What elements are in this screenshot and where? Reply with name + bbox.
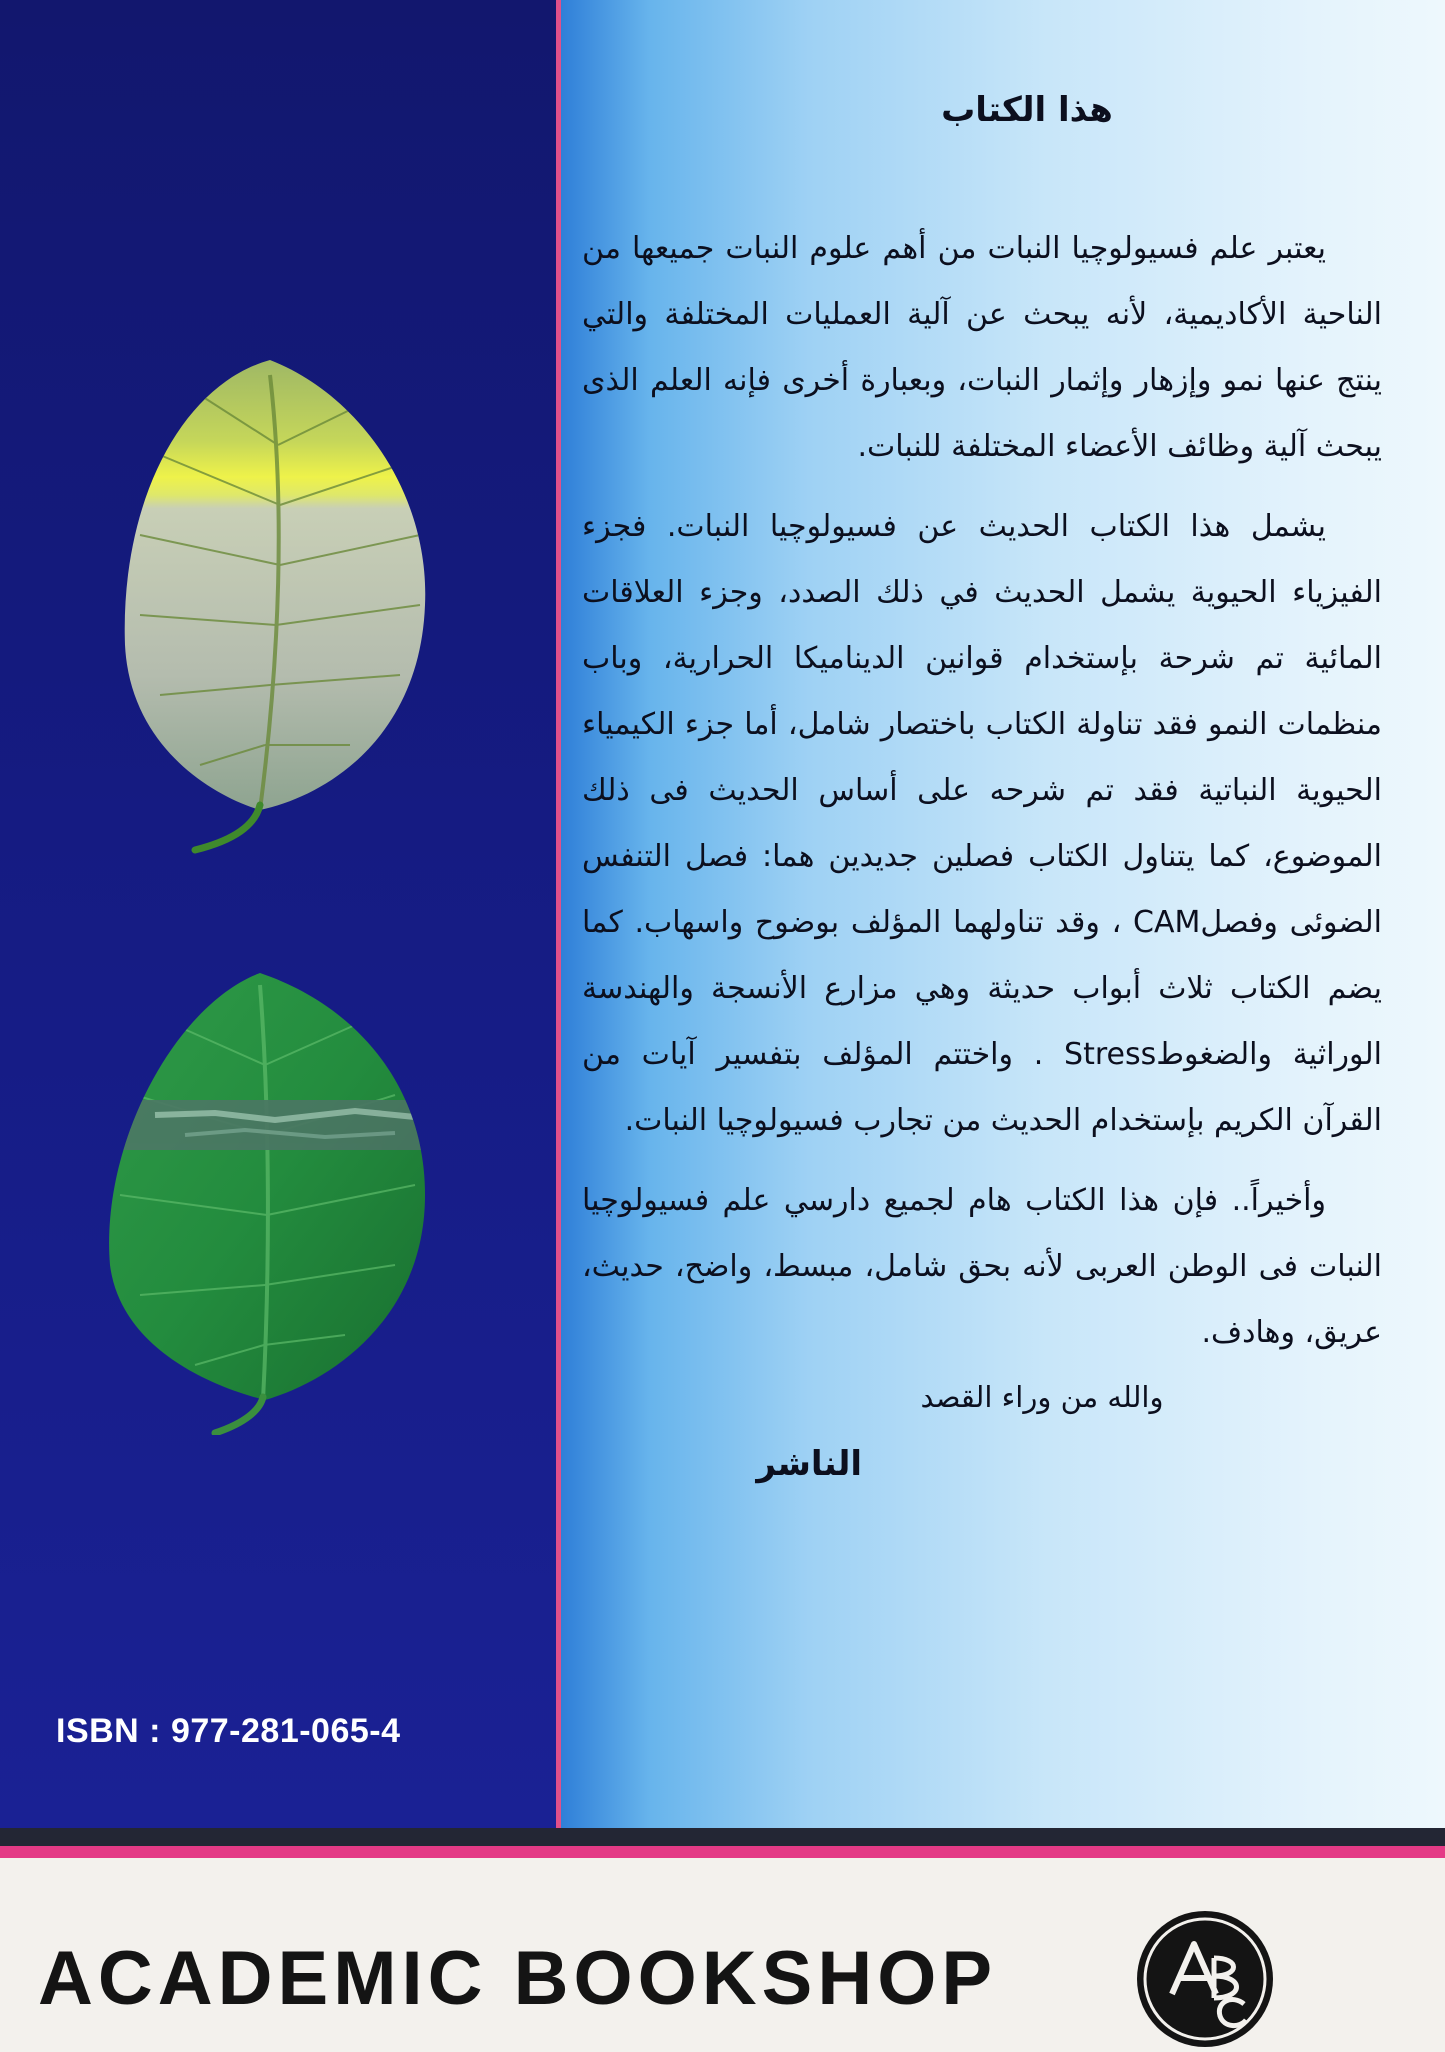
isbn-number: ISBN : 977-281-065-4 — [56, 1712, 401, 1750]
publisher-signature: الناشر — [756, 1444, 862, 1484]
closing-phrase: والله من وراء القصد — [920, 1380, 1164, 1414]
publisher-name: ACADEMIC BOOKSHOP — [38, 1936, 998, 2021]
description-text-column — [582, 90, 1382, 1484]
dark-separator-band — [0, 1828, 1445, 1846]
paragraph-conclusion: وأخيراً.. فإن هذا الكتاب هام لجميع دارسي علم فسيولوچيا النبات فى الوطن العربى لأنه بحق شامل، مبسط، واضح، حديث، عريق، وهادف. — [582, 1183, 1382, 1350]
leaf-image-yellowed — [120, 355, 440, 855]
paragraph-contents: يشمل هذا الكتاب الحديث عن فسيولوچيا النبات. فجزء الفيزياء الحيوية يشمل الحديث في ذلك الصدد، وجزء العلاقات المائية تم شرحة بإستخدام قوانين الديناميكا الحرارية، وباب منظمات النمو فقد تناولة الكتاب باختصار شامل، أما جزء الكيمياء الحيوية النباتية فقد تم شرحه على أساس الحديث فى ذلك الموضوع، كما يتناول الكتاب فصلين جديدين هما: فصل التنفس الضوئى وفصلCAM ، وقد تناولهما المؤلف بوضوح واسهاب. كما يضم الكتاب ثلاث أبواب حديثة وهي مزارع الأنسجة والهندسة الوراثية والضغوطStress . واختتم المؤلف بتفسير آيات من القرآن الكريم بإستخدام الحديث من تجارب فسيولوچيا النبات. — [582, 509, 1382, 1138]
pink-separator-band — [0, 1846, 1445, 1858]
left-navy-panel — [0, 0, 556, 1828]
section-title: هذا الكتاب — [941, 90, 1113, 130]
paragraph-intro: يعتبر علم فسيولوچيا النبات من أهم علوم النبات جميعها من الناحية الأكاديمية، لأنه يبحث عن آلية العمليات المختلفة والتي ينتج عنها نمو وإزهار وإثمار النبات، وبعبارة أخرى فإنه العلم الذى يبحث آلية وظائف الأعضاء المختلفة للنبات. — [582, 231, 1382, 464]
abc-logo-icon — [1132, 1906, 1278, 2052]
leaf-image-green-banded — [95, 965, 435, 1435]
